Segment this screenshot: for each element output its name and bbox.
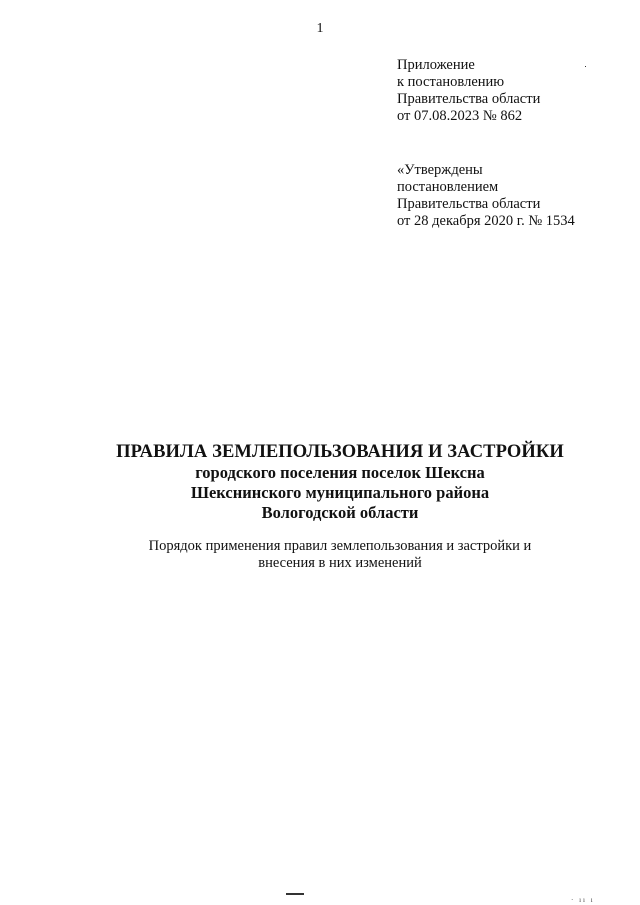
scan-speck [585,66,586,67]
appendix-line: Правительства области [397,91,541,107]
title-line: городского поселения поселок Шексна [195,463,485,482]
title-main: ПРАВИЛА ЗЕМЛЕПОЛЬЗОВАНИЯ И ЗАСТРОЙКИ [116,442,564,462]
approved-block [397,162,575,230]
scan-mark [286,893,304,895]
title-line: Шекснинского муниципального района [190,483,490,502]
approved-line: от 28 декабря 2020 г. № 1534 [397,213,575,229]
page-number: 1 [316,21,324,36]
title-line: Вологодской области [261,503,419,522]
scan-specks: · ıı ı [571,896,595,904]
approved-line: «Утверждены [397,162,483,178]
subtitle-line: внесения в них изменений [258,555,422,571]
approved-line: Правительства области [397,196,541,212]
document-subtitle [0,538,640,572]
appendix-line: от 07.08.2023 № 862 [397,108,523,124]
subtitle-line: Порядок применения правил землепользования и застройки и [148,538,532,554]
appendix-line: Приложение [397,57,475,73]
document-title [0,441,640,523]
approved-line: постановлением [397,179,499,195]
appendix-line: к постановлению [397,74,505,90]
appendix-block [397,57,540,125]
